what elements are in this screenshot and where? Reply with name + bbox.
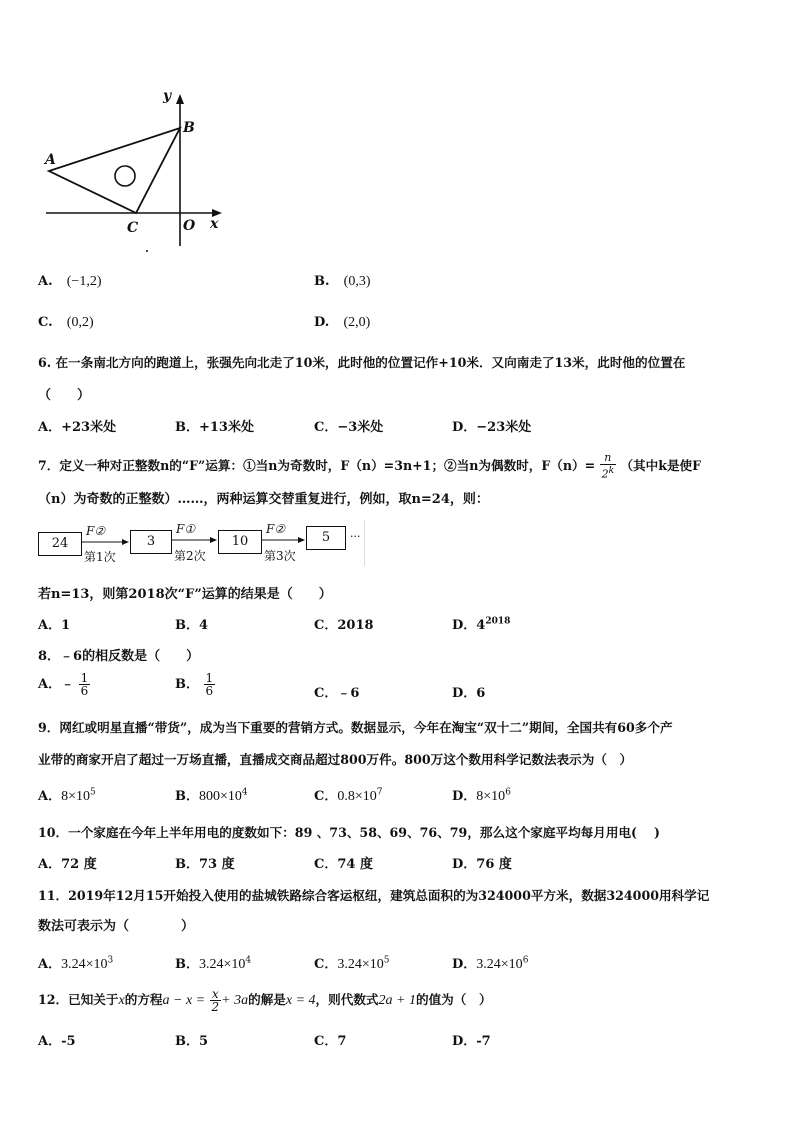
q7-stem-line2: （n）为奇数的正整数）……，两种运算交替重复进行，例如，取n=24，则： bbox=[38, 492, 489, 507]
q9-option-c-base: 0.8×10 bbox=[337, 789, 377, 804]
q11-option-a bbox=[38, 953, 113, 973]
flow-box-4: 5 bbox=[306, 526, 346, 550]
q8-option-a-label: A．﹣ bbox=[38, 677, 75, 692]
flow-arrow2-operation: F① bbox=[176, 522, 196, 536]
q11-option-d-base: 3.24×10 bbox=[476, 957, 523, 972]
q10-option-c: C．74 度 bbox=[314, 857, 373, 872]
q11-stem-line2: 数法可表示为（ ） bbox=[38, 919, 195, 934]
q5-option-d-label: D. bbox=[314, 315, 330, 330]
q7-stem-part2: （其中k是使F bbox=[620, 457, 702, 473]
q12-equation-left: a − x = bbox=[162, 993, 206, 1008]
q11-option-d-exp: 6 bbox=[522, 955, 529, 966]
q9-option-a bbox=[38, 785, 96, 805]
q5-option-c-label: C. bbox=[38, 315, 53, 330]
q9-stem-line2: 业带的商家开启了超过一万场直播，直播成交商品超过800万件。800万这个数用科学记数法表示为（ ） bbox=[38, 752, 633, 767]
q11-option-a-label: A． bbox=[38, 957, 62, 972]
q8-option-d: D．6 bbox=[452, 686, 486, 701]
q7-option-a: A．1 bbox=[38, 618, 71, 633]
q12-option-d: D．-7 bbox=[452, 1034, 491, 1049]
flow-arrow1-step: 第1次 bbox=[84, 550, 116, 564]
q5-option-a-text: (−1,2) bbox=[66, 274, 102, 289]
q9-option-a-label: A． bbox=[38, 789, 62, 804]
q5-option-c bbox=[38, 315, 94, 331]
q9-option-d bbox=[452, 785, 511, 805]
q12-solution: x = 4 bbox=[285, 993, 316, 1008]
flow-box-1: 24 bbox=[38, 532, 82, 556]
q10-option-d: D．76 度 bbox=[452, 857, 512, 872]
flow-arrow2-step: 第2次 bbox=[174, 549, 206, 563]
q8-option-a bbox=[38, 672, 90, 697]
q6-option-b: B．+13米处 bbox=[175, 420, 254, 435]
q7-stem-part1: 7．定义一种对正整数n的“F”运算：①当n为奇数时，F（n）=3n+1；②当n为偶数时，F（n）= bbox=[38, 457, 596, 473]
q9-stem-line1: 9．网红或明星直播“带货”，成为当下重要的营销方式。数据显示，今年在淘宝“双十二”期间，全国共有60多个产 bbox=[38, 720, 673, 735]
figure-label-a: A bbox=[45, 152, 56, 168]
q9-option-b-label: B． bbox=[175, 789, 199, 804]
q9-option-d-label: D． bbox=[452, 789, 477, 804]
q12-stem-part5: 的值为（ ） bbox=[415, 992, 492, 1007]
q11-option-c bbox=[314, 953, 390, 973]
q11-option-b-base: 3.24×10 bbox=[199, 957, 246, 972]
q7-question: 若n=13，则第2018次“F”运算的结果是（ ） bbox=[38, 587, 332, 602]
q12-option-b: B．5 bbox=[175, 1034, 209, 1049]
q6-option-d: D．−23米处 bbox=[452, 420, 532, 435]
q5-option-d bbox=[314, 315, 370, 331]
q7-fraction-exponent: k bbox=[608, 466, 615, 476]
q7-option-d bbox=[452, 614, 510, 633]
q8-option-b bbox=[175, 672, 215, 697]
q8-option-a-fraction bbox=[79, 672, 91, 697]
q5-option-a-label: A. bbox=[38, 274, 53, 289]
flow-box-3: 10 bbox=[218, 530, 262, 554]
flow-box-2: 3 bbox=[130, 530, 172, 554]
triangle-coordinate-figure bbox=[40, 88, 240, 258]
q6-stem-line2: （ ） bbox=[38, 388, 91, 403]
q12-stem-part2: 的方程 bbox=[124, 992, 163, 1007]
q11-option-b bbox=[175, 953, 251, 973]
q10-option-b: B．73 度 bbox=[175, 857, 235, 872]
q12-option-a: A．-5 bbox=[38, 1034, 76, 1049]
q8-stem: 8．﹣6的相反数是（ ） bbox=[38, 649, 200, 664]
q12-stem-part1: 12．已知关于 bbox=[38, 992, 119, 1007]
q9-option-c bbox=[314, 785, 383, 805]
q7-option-d-base: D．4 bbox=[452, 618, 486, 633]
q8-option-b-numerator: 1 bbox=[205, 671, 214, 685]
q10-stem: 10．一个家庭在今年上半年用电的度数如下：89 、73、58、69、76、79，那么这个家庭平均每月用电( ) bbox=[38, 825, 660, 840]
q5-option-b-text: (0,3) bbox=[343, 274, 371, 289]
q7-option-c: C．2018 bbox=[314, 618, 374, 633]
q5-option-b-label: B. bbox=[314, 274, 330, 289]
q11-option-c-label: C． bbox=[314, 957, 338, 972]
q8-option-a-numerator: 1 bbox=[80, 671, 89, 685]
q12-var-x: x bbox=[118, 993, 125, 1008]
q7-flow-diagram bbox=[38, 520, 365, 566]
q7-option-d-exp: 2018 bbox=[485, 616, 511, 627]
q7-fraction bbox=[600, 452, 616, 481]
q11-stem-line1: 11．2019年12月15开始投入使用的盐城铁路综合客运枢纽，建筑总面积的为324000平方米，数据324000用科学记 bbox=[38, 888, 710, 903]
q12-option-c: C．7 bbox=[314, 1034, 347, 1049]
q5-option-c-text: (0,2) bbox=[66, 315, 94, 330]
q11-option-a-exp: 3 bbox=[107, 955, 114, 966]
q11-option-a-base: 3.24×10 bbox=[61, 957, 108, 972]
q9-option-c-exp: 7 bbox=[376, 787, 383, 798]
q8-option-c: C．﹣6 bbox=[314, 686, 360, 701]
q9-option-b bbox=[175, 785, 248, 805]
q9-option-d-exp: 6 bbox=[505, 787, 511, 798]
q8-option-a-denominator: 6 bbox=[80, 684, 89, 698]
q11-option-d bbox=[452, 953, 528, 973]
flow-ellipsis: ··· bbox=[350, 530, 361, 543]
flow-arrow3-operation: F② bbox=[266, 522, 286, 536]
q12-stem-part4: ，则代数式 bbox=[315, 992, 379, 1007]
q12-stem bbox=[38, 988, 492, 1013]
q12-fraction-denominator: 2 bbox=[211, 1000, 220, 1014]
q9-option-b-exp: 4 bbox=[241, 787, 248, 798]
q6-stem-line1: 6. 在一条南北方向的跑道上，张强先向北走了10米，此时他的位置记作+10米．又向南走了13米，此时他的位置在 bbox=[38, 355, 686, 370]
q7-option-b: B．4 bbox=[175, 618, 209, 633]
q5-option-d-text: (2,0) bbox=[343, 315, 371, 330]
q12-equation-right: + 3a bbox=[221, 993, 249, 1008]
q9-option-a-base: 8×10 bbox=[61, 789, 90, 804]
q11-option-b-label: B． bbox=[175, 957, 199, 972]
q11-option-c-base: 3.24×10 bbox=[337, 957, 384, 972]
q11-option-b-exp: 4 bbox=[245, 955, 252, 966]
q6-option-a: A．+23米处 bbox=[38, 420, 117, 435]
q8-option-b-label: B． bbox=[175, 677, 199, 692]
q9-option-b-base: 800×10 bbox=[199, 789, 242, 804]
figure-label-o: O bbox=[183, 218, 196, 234]
q6-option-c: C．−3米处 bbox=[314, 420, 384, 435]
q12-fraction-numerator: x bbox=[210, 988, 222, 1001]
q9-option-c-label: C． bbox=[314, 789, 338, 804]
figure-label-c: C bbox=[127, 220, 139, 236]
q9-option-d-base: 8×10 bbox=[476, 789, 506, 804]
flow-arrow3-step: 第3次 bbox=[264, 549, 296, 563]
q7-fraction-numerator: n bbox=[600, 452, 616, 465]
q11-option-d-label: D． bbox=[452, 957, 477, 972]
q9-option-a-exp: 5 bbox=[90, 787, 96, 798]
q7-fraction-denominator: 2 bbox=[601, 467, 609, 481]
q8-option-b-denominator: 6 bbox=[205, 684, 214, 698]
figure-label-x: x bbox=[210, 216, 219, 232]
q10-option-a: A．72 度 bbox=[38, 857, 97, 872]
flow-arrow1-operation: F② bbox=[86, 524, 106, 538]
figure-label-b: B bbox=[183, 120, 195, 136]
q5-option-a bbox=[38, 274, 102, 290]
figure-label-y: y bbox=[163, 88, 172, 104]
q7-stem-line1 bbox=[38, 452, 701, 481]
q8-option-b-fraction bbox=[204, 672, 216, 697]
q12-expression: 2a + 1 bbox=[378, 993, 416, 1008]
q5-option-b bbox=[314, 274, 370, 290]
q12-stem-part3: 的解是 bbox=[248, 992, 286, 1007]
q12-equation-fraction bbox=[210, 988, 222, 1013]
q11-option-c-exp: 5 bbox=[383, 955, 390, 966]
